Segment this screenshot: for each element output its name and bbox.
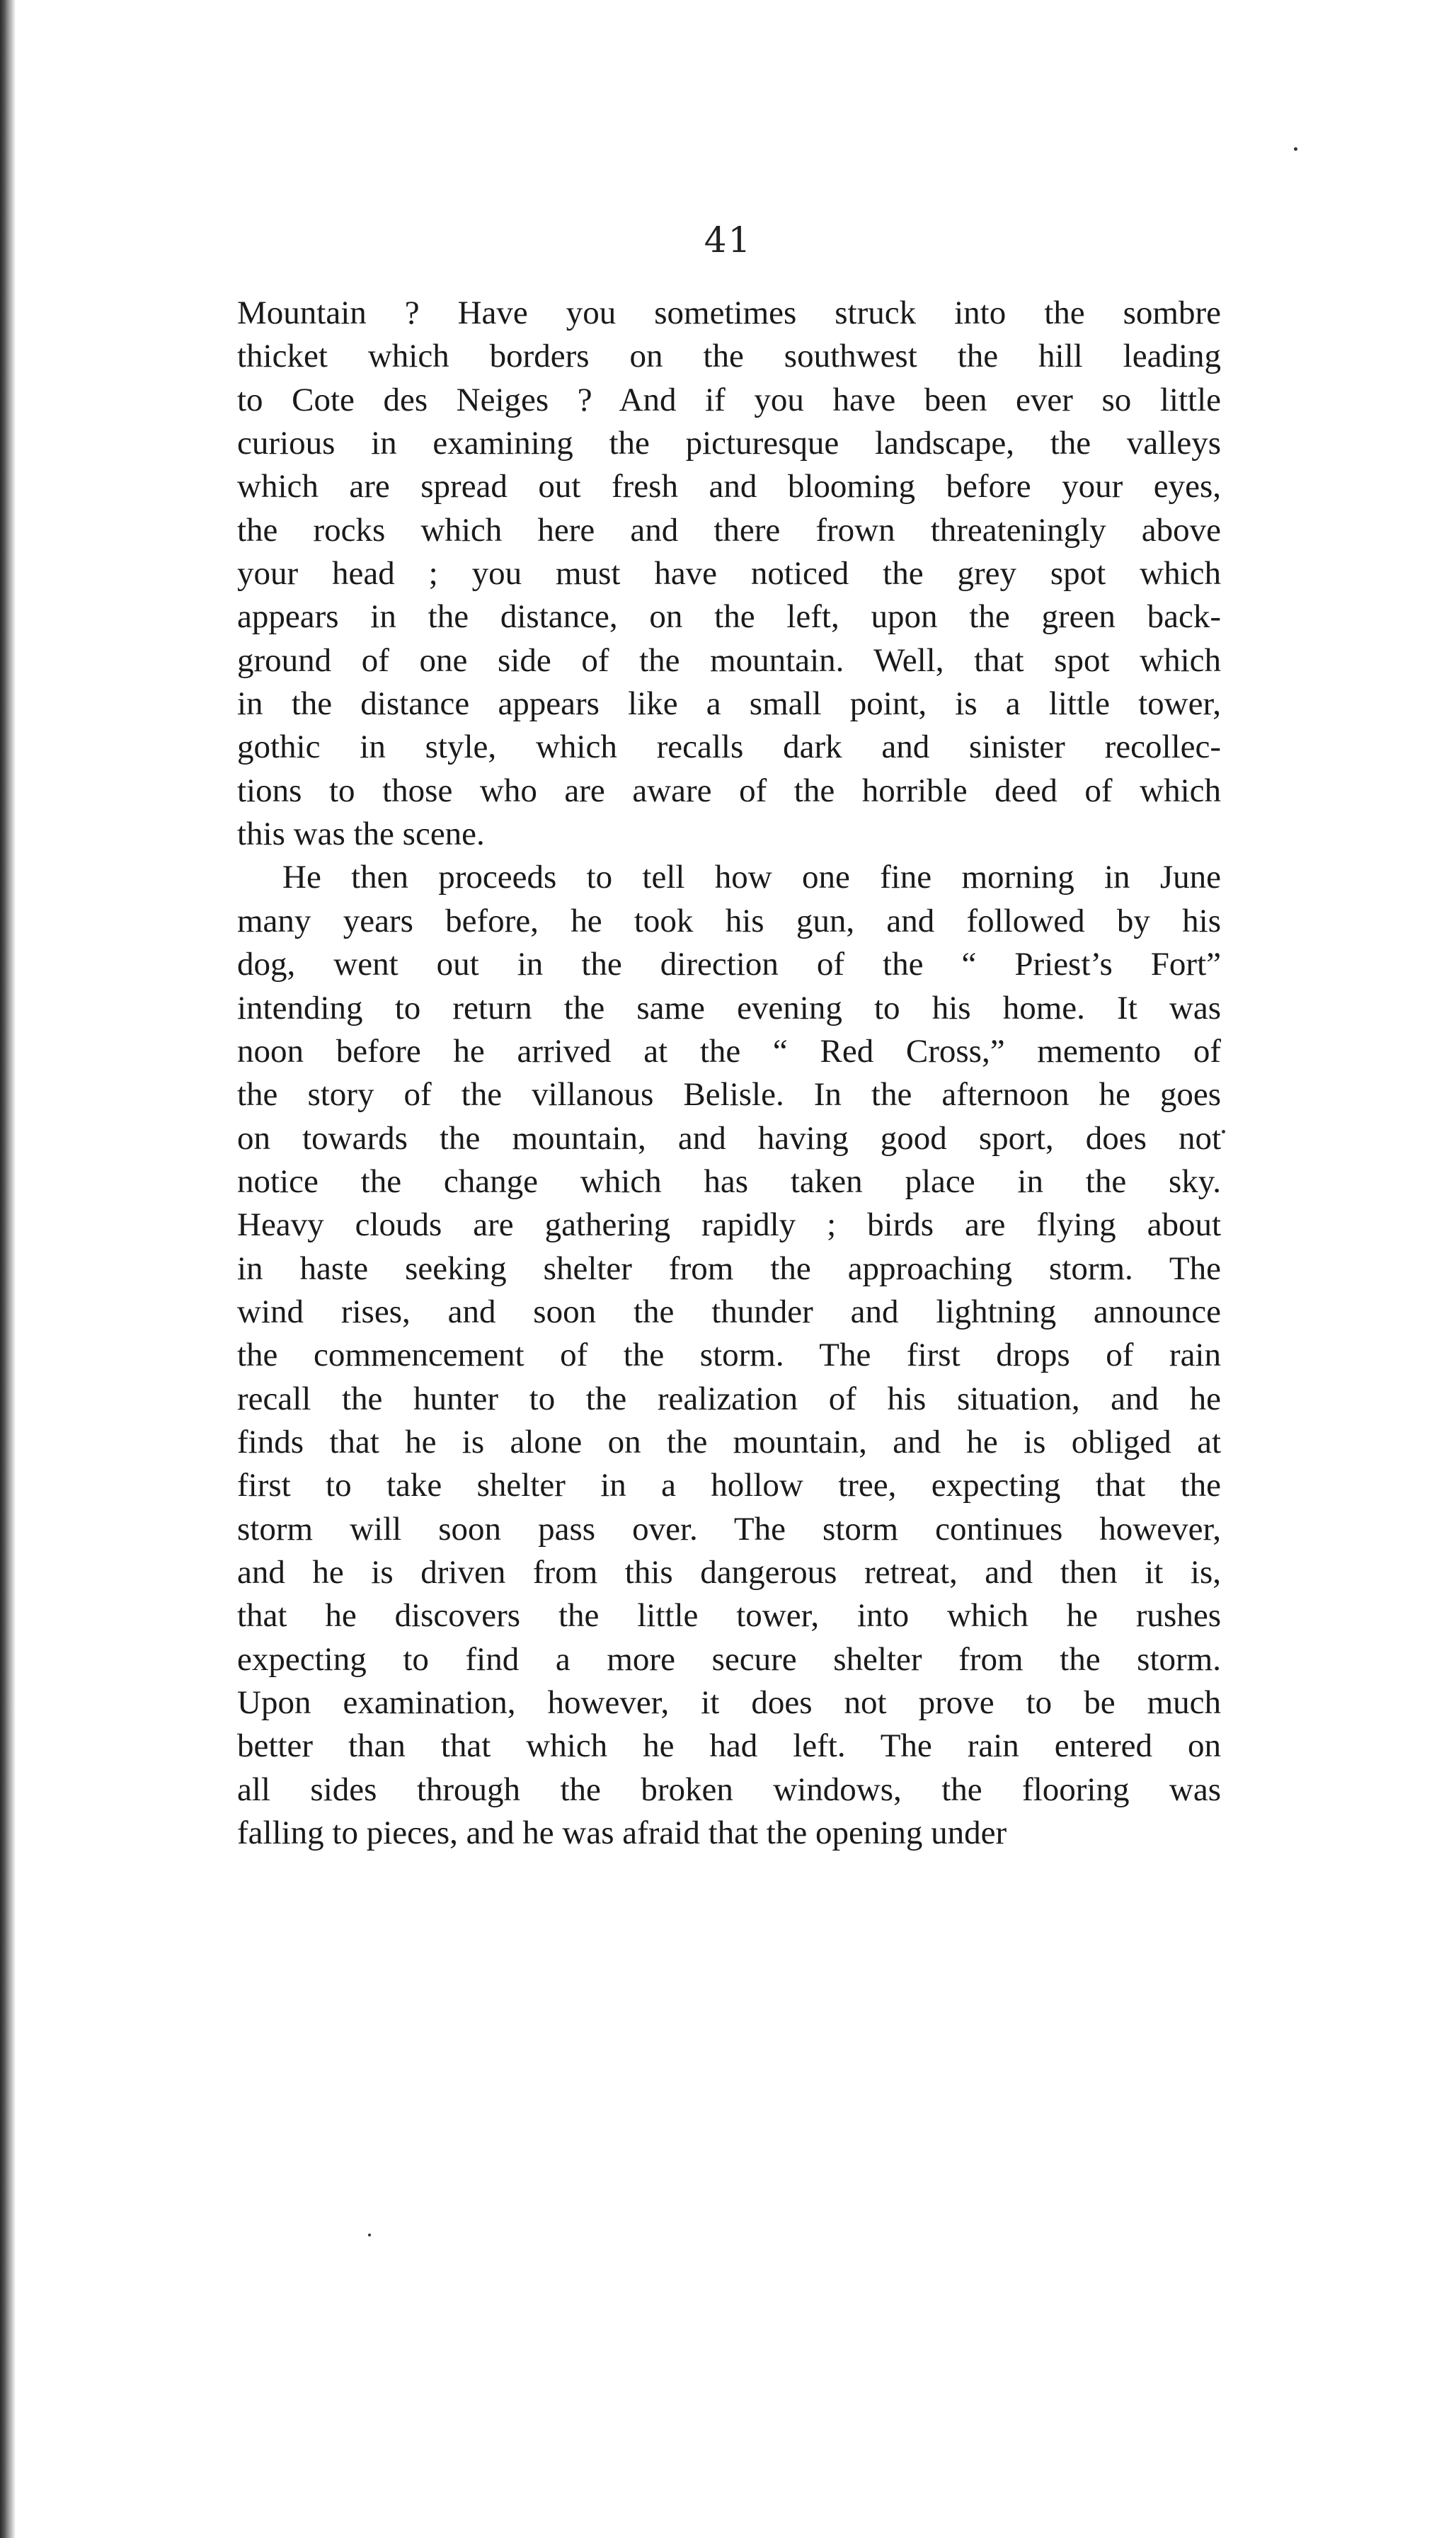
book-binding-edge <box>0 0 16 2538</box>
text-line: tions to those who are aware of the horrible deed of which <box>237 772 1221 809</box>
text-line: falling to pieces, and he was afraid that the opening under <box>237 1814 1007 1852</box>
text-line: notice the change which has taken place in the sky. <box>237 1162 1221 1200</box>
text-line: that he discovers the little tower, into which he rushes <box>237 1597 1221 1635</box>
text-line: appears in the distance, on the left, upon the green back- <box>237 598 1221 636</box>
text-line: noon before he arrived at the “ Red Cross,” memento of <box>237 1032 1221 1070</box>
text-line: Mountain ? Have you sometimes struck into the sombre <box>237 295 1221 331</box>
paper-speck <box>1294 147 1297 151</box>
text-line: the rocks which here and there frown threateningly above <box>237 511 1221 549</box>
text-line: He then proceeds to tell how one fine morning in June <box>282 859 1221 896</box>
paper-speck <box>368 2234 371 2236</box>
text-line: finds that he is alone on the mountain, and he is obliged at <box>237 1423 1221 1461</box>
text-line: intending to return the same evening to his home. It was <box>237 989 1221 1027</box>
text-line: which are spread out fresh and blooming before your eyes, <box>237 468 1221 505</box>
text-line: curious in examining the picturesque landscape, the valleys <box>237 425 1221 462</box>
text-line: thicket which borders on the southwest the hill leading <box>237 338 1221 375</box>
text-line: dog, went out in the direction of the “ Priest’s Fort” <box>237 946 1221 983</box>
text-line: Heavy clouds are gathering rapidly ; birds are flying about <box>237 1206 1221 1244</box>
text-line: all sides through the broken windows, the flooring was <box>237 1771 1221 1808</box>
text-line: recall the hunter to the realization of his situation, and he <box>237 1380 1221 1417</box>
text-line: on towards the mountain, and having good sport, does not <box>237 1119 1221 1157</box>
text-line: this was the scene. <box>237 816 485 853</box>
paper-speck <box>1222 1130 1225 1133</box>
text-line: to Cote des Neiges ? And if you have been ever so little <box>237 381 1221 418</box>
text-line: many years before, he took his gun, and followed by his <box>237 902 1221 939</box>
text-line: Upon examination, however, it does not prove to be much <box>237 1684 1221 1721</box>
text-line: better than that which he had left. The rain entered on <box>237 1727 1221 1765</box>
text-line: gothic in style, which recalls dark and sinister recollec- <box>237 728 1221 766</box>
text-line: ground of one side of the mountain. Well, that spot which <box>237 641 1221 679</box>
paragraph <box>237 292 1221 856</box>
paragraph <box>237 856 1221 1855</box>
text-line: the commencement of the storm. The first drops of rain <box>237 1337 1221 1374</box>
text-line: in the distance appears like a small point, is a little tower, <box>237 685 1221 723</box>
text-line: wind rises, and soon the thunder and lightning announce <box>237 1293 1221 1330</box>
text-line: storm will soon pass over. The storm continues however, <box>237 1510 1221 1548</box>
page-number: 41 <box>704 219 752 261</box>
body-text <box>237 292 1221 1855</box>
text-line: the story of the villanous Belisle. In the afternoon he goes <box>237 1076 1221 1114</box>
text-line: and he is driven from this dangerous retreat, and then it is, <box>237 1553 1221 1591</box>
text-line: expecting to find a more secure shelter from the storm. <box>237 1640 1221 1678</box>
text-line: first to take shelter in a hollow tree, expecting that the <box>237 1467 1221 1504</box>
text-line: in haste seeking shelter from the approaching storm. The <box>237 1250 1221 1287</box>
text-line: your head ; you must have noticed the grey spot which <box>237 555 1221 593</box>
